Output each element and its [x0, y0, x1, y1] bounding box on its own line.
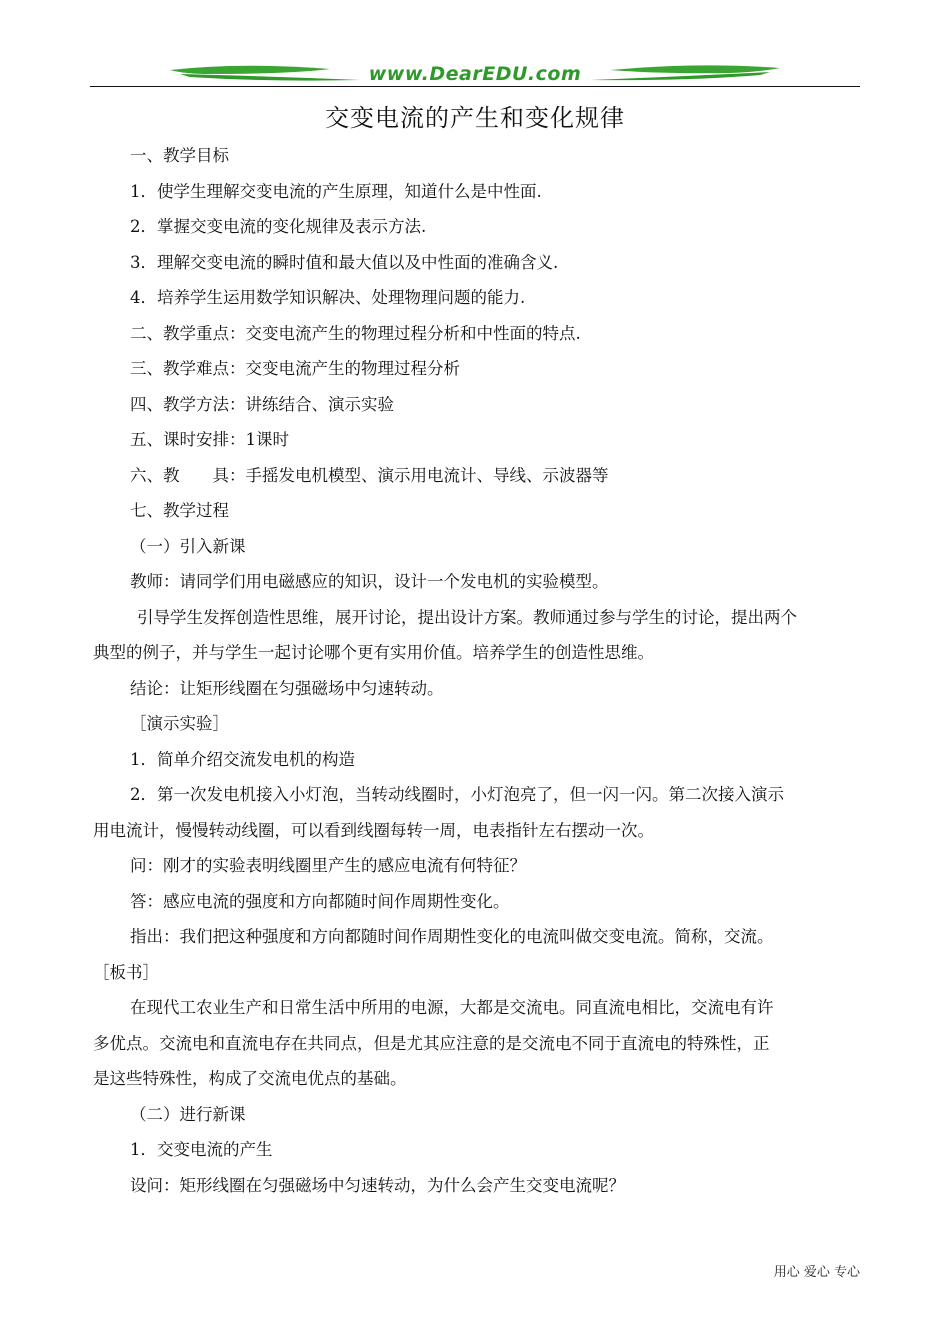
- paragraph-line: [93, 671, 860, 707]
- site-url: [90, 63, 860, 85]
- line-text: （一）引入新课: [130, 536, 246, 556]
- line-text: 1．使学生理解交变电流的产生原理，知道什么是中性面.: [130, 181, 542, 201]
- paragraph-line: [93, 1132, 860, 1168]
- paragraph-line: [93, 458, 860, 494]
- document-body: [93, 138, 860, 1203]
- line-text: 五、课时安排：1课时: [130, 430, 289, 449]
- paragraph-line: [93, 529, 860, 565]
- paragraph-line: [93, 245, 860, 281]
- line-text: 问：刚才的实验表明线圈里产生的感应电流有何特征？: [130, 856, 526, 875]
- line-text: ［板书］: [93, 962, 159, 982]
- site-header-banner: [90, 60, 860, 92]
- header-divider: [90, 86, 860, 87]
- paragraph-line: [93, 138, 860, 174]
- site-url-text: www.DearEDU.com: [361, 63, 590, 85]
- paragraph-line: [93, 990, 860, 1026]
- paragraph-line: [93, 848, 860, 884]
- line-text: 四、教学方法：讲练结合、演示实验: [130, 394, 394, 414]
- line-text: 七、教学过程: [130, 501, 229, 520]
- page-footer: 用心 爱心 专心: [773, 1265, 860, 1280]
- line-text: ［演示实验］: [130, 714, 229, 733]
- line-text: 多优点。交流电和直流电存在共同点，但是尤其应注意的是交流电不同于直流电的特殊性，正: [93, 1033, 770, 1053]
- line-text: 结论：让矩形线圈在匀强磁场中匀速转动。: [130, 678, 444, 698]
- line-text: 在现代工农业生产和日常生活中所用的电源，大都是交流电。同直流电相比，交流电有许: [130, 998, 774, 1017]
- paragraph-line: [93, 351, 860, 387]
- paragraph-line: [93, 493, 860, 529]
- paragraph-line: [93, 777, 860, 813]
- line-text: 1．简单介绍交流发电机的构造: [130, 749, 355, 769]
- paragraph-line: [93, 884, 860, 920]
- line-text: 是这些特殊性，构成了交流电优点的基础。: [93, 1069, 407, 1088]
- paragraph-line: [93, 813, 860, 849]
- paragraph-line: [93, 955, 860, 991]
- paragraph-line: [93, 422, 860, 458]
- paragraph-line: [93, 635, 860, 671]
- line-text: 设问：矩形线圈在匀强磁场中匀速转动，为什么会产生交变电流呢？: [130, 1175, 625, 1195]
- paragraph-line: [93, 742, 860, 778]
- line-text: （二）进行新课: [130, 1104, 246, 1124]
- line-text: 一、教学目标: [130, 146, 229, 165]
- paragraph-line: [93, 174, 860, 210]
- paragraph-line: [93, 316, 860, 352]
- line-text: 指出：我们把这种强度和方向都随时间作周期性变化的电流叫做交变电流。简称，交流。: [130, 927, 774, 946]
- page-title: 交变电流的产生和变化规律: [325, 104, 625, 132]
- paragraph-line: [93, 1026, 860, 1062]
- paragraph-line: [93, 387, 860, 423]
- line-text: 六、教 具：手摇发电机模型、演示用电流计、导线、示波器等: [130, 465, 609, 485]
- line-text: 三、教学难点：交变电流产生的物理过程分析: [130, 359, 460, 378]
- line-text: 教师：请同学们用电磁感应的知识，设计一个发电机的实验模型。: [130, 572, 609, 591]
- line-text: 2．第一次发电机接入小灯泡，当转动线圈时，小灯泡亮了，但一闪一闪。第二次接入演示: [130, 785, 784, 804]
- paragraph-line: [93, 564, 860, 600]
- paragraph-line: [93, 919, 860, 955]
- line-text: 用电流计，慢慢转动线圈，可以看到线圈每转一周，电表指针左右摆动一次。: [93, 820, 654, 840]
- paragraph-line: [93, 209, 860, 245]
- line-text: 4．培养学生运用数学知识解决、处理物理问题的能力.: [130, 288, 526, 307]
- line-text: 典型的例子，并与学生一起讨论哪个更有实用价值。培养学生的创造性思维。: [93, 643, 654, 662]
- line-text: 引导学生发挥创造性思维，展开讨论，提出设计方案。教师通过参与学生的讨论，提出两个: [137, 607, 797, 627]
- line-text: 1．交变电流的产生: [130, 1140, 273, 1159]
- line-text: 答：感应电流的强度和方向都随时间作周期性变化。: [130, 891, 510, 911]
- paragraph-line: [93, 1097, 860, 1133]
- paragraph-line: [93, 1061, 860, 1097]
- paragraph-line: [93, 600, 860, 636]
- paragraph-line: [93, 1168, 860, 1204]
- line-text: 2．掌握交变电流的变化规律及表示方法.: [130, 217, 427, 236]
- line-text: 二、教学重点：交变电流产生的物理过程分析和中性面的特点.: [130, 323, 581, 343]
- line-text: 3．理解交变电流的瞬时值和最大值以及中性面的准确含义.: [130, 252, 559, 272]
- paragraph-line: [93, 706, 860, 742]
- paragraph-line: [93, 280, 860, 316]
